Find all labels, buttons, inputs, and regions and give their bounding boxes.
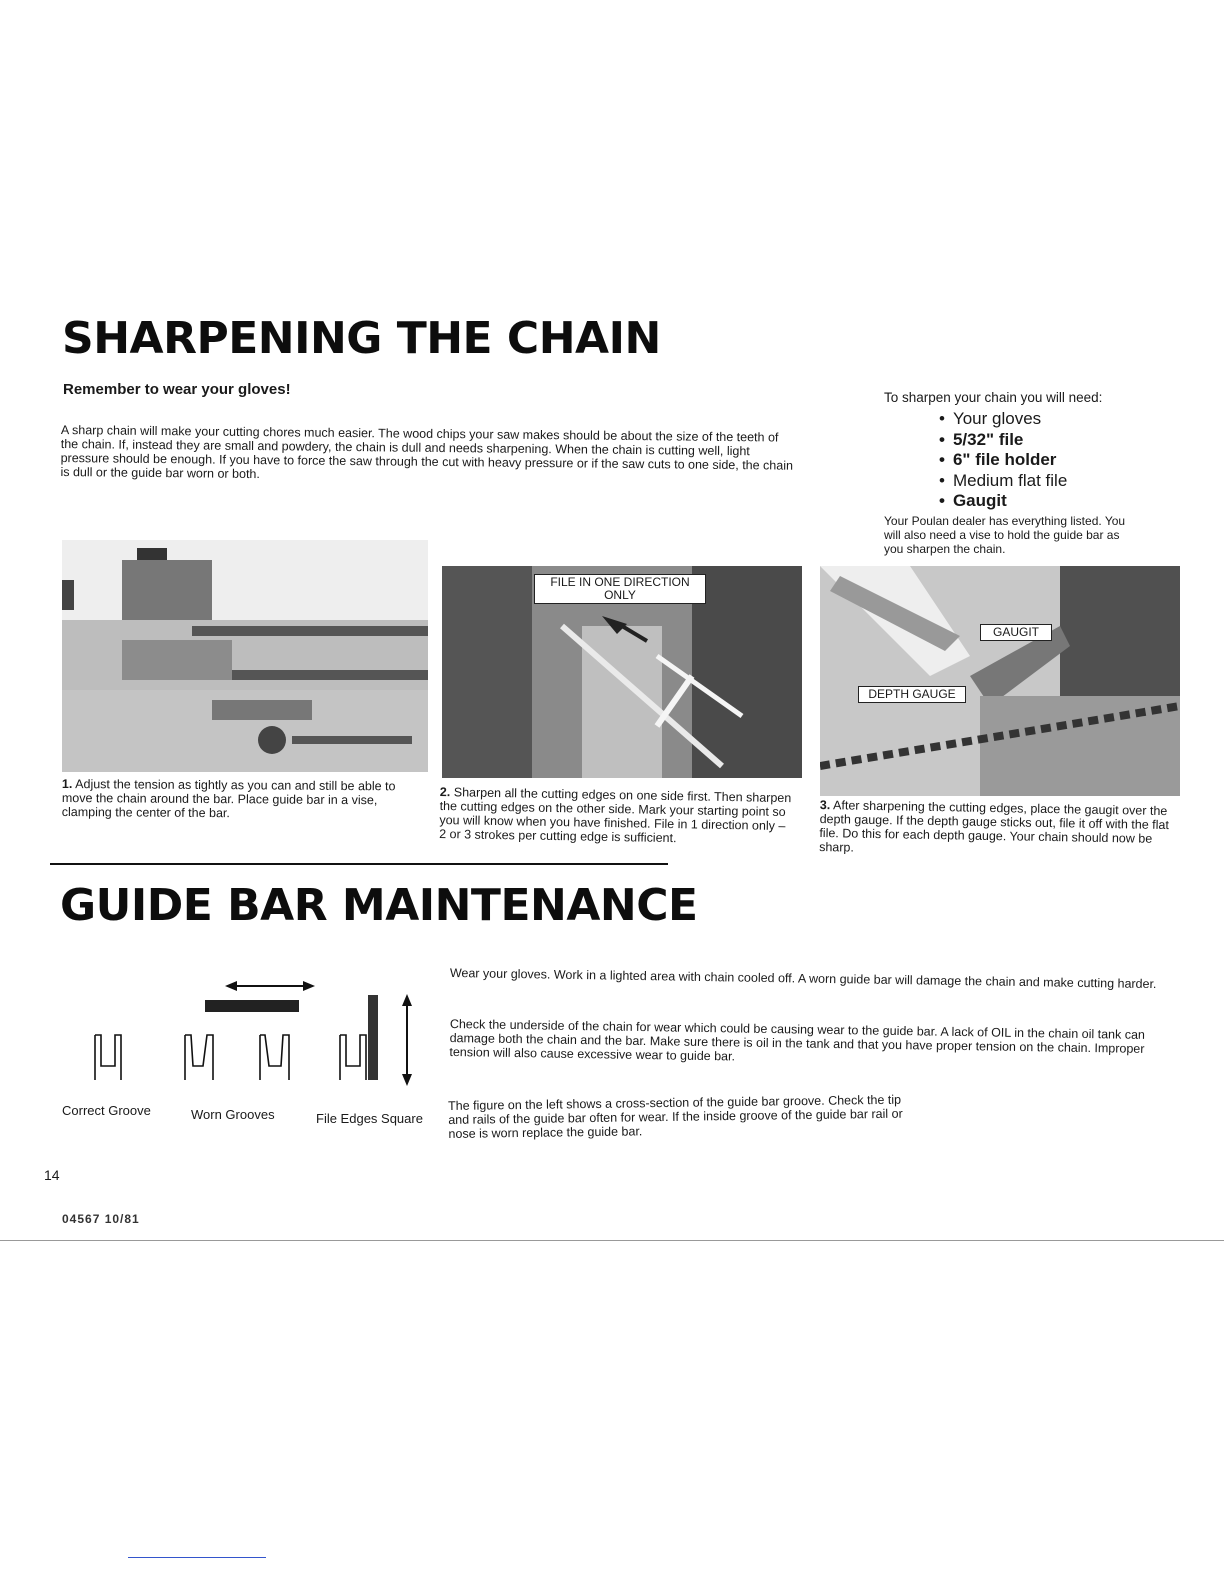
page-number: 14 <box>44 1167 60 1183</box>
step-text: After sharpening the cutting edges, place the gaugit over the depth gauge. If the depth gauge sticks out, file it off with the flat file. Do this for each depth gauge. Your chain should now be sharp. <box>819 798 1170 855</box>
label-depth-gauge: DEPTH GAUGE <box>858 686 966 703</box>
label-gaugit: GAUGIT <box>980 624 1052 641</box>
gloves-reminder: Remember to wear your gloves! <box>63 381 291 398</box>
tool-item: • 5/32" file <box>939 430 1154 451</box>
guide-bar-para-1: Wear your gloves. Work in a lighted area with chain cooled off. A worn guide bar will damage the chain and make cutting harder. <box>449 966 1157 992</box>
bottom-rule <box>0 1240 1224 1241</box>
section-title-sharpening: SHARPENING THE CHAIN <box>62 313 661 364</box>
groove-diagram <box>85 970 425 1090</box>
step-number: 3. <box>819 798 831 813</box>
step-3-caption <box>819 798 1180 860</box>
step-number: 1. <box>61 777 73 792</box>
tool-item: • 6" file holder <box>939 450 1154 471</box>
tools-needed-box <box>884 390 1154 556</box>
label-correct-groove: Correct Groove <box>62 1103 151 1118</box>
tools-needed-heading: To sharpen your chain you will need: <box>884 390 1103 405</box>
section-title-guide-bar: GUIDE BAR MAINTENANCE <box>60 880 698 931</box>
tool-item: • Your gloves <box>939 409 1154 430</box>
label-file-edges-square: File Edges Square <box>316 1111 423 1126</box>
label-file-one-direction: FILE IN ONE DIRECTION ONLY <box>534 574 706 604</box>
label-worn-grooves: Worn Grooves <box>191 1107 275 1122</box>
guide-bar-para-3: The figure on the left shows a cross-section of the guide bar groove. Check the tip and rails of the guide bar often for wear. If the inside groove of the guide bar rail or nose is worn replace the guide bar. <box>448 1092 903 1141</box>
photo-filing-chain <box>442 566 802 778</box>
sharpening-intro: A sharp chain will make your cutting chores much easier. The wood chips your saw makes should be about the size of the teeth of the chain. If, instead they are small and powdery, the chain is dull and needs sharpening. When the chain is cutting well, light pressure should be enough. If you have to force the saw through the cut with heavy pressure or if the saw cuts to one side, the chain is dull or the guide bar worn or both. <box>60 423 794 482</box>
step-text: Sharpen all the cutting edges on one side first. Then sharpen the cutting edges on the other side. Mark your starting point so you will know when you have finished. File in 1 direction only – 2 or 3 strokes per cutting edge is sufficient. <box>439 785 792 846</box>
step-text: Adjust the tension as tightly as you can and still be able to move the chain around the bar. Place guide bar in a vise, clamping the center of the bar. <box>61 777 396 821</box>
gaugit-illustration <box>820 566 1180 796</box>
dealer-note: Your Poulan dealer has everything listed. You will also need a vise to hold the guide bar as you sharpen the chain. <box>884 513 1126 556</box>
photo-gaugit <box>820 566 1180 796</box>
step-1-caption <box>62 777 422 822</box>
guide-bar-para-2: Check the underside of the chain for wear which could be causing wear to the guide bar. A lack of OIL in the chain oil tank can damage both the chain and the bar. Make sure there is oil in the tank and that you have proper tension on the chain. Improper tension will also cause excessive wear to guide bar. <box>449 1017 1146 1064</box>
vise-illustration <box>62 540 428 772</box>
photo-chain-in-vise <box>62 540 428 772</box>
section-divider <box>50 863 668 865</box>
tool-item: • Gaugit <box>939 491 1154 512</box>
step-number: 2. <box>439 785 451 800</box>
tools-list <box>884 409 1154 512</box>
step-2-caption <box>439 785 796 847</box>
document-code: 04567 10/81 <box>62 1212 140 1226</box>
tool-item: • Medium flat file <box>939 471 1154 492</box>
blue-underline <box>128 1557 266 1558</box>
